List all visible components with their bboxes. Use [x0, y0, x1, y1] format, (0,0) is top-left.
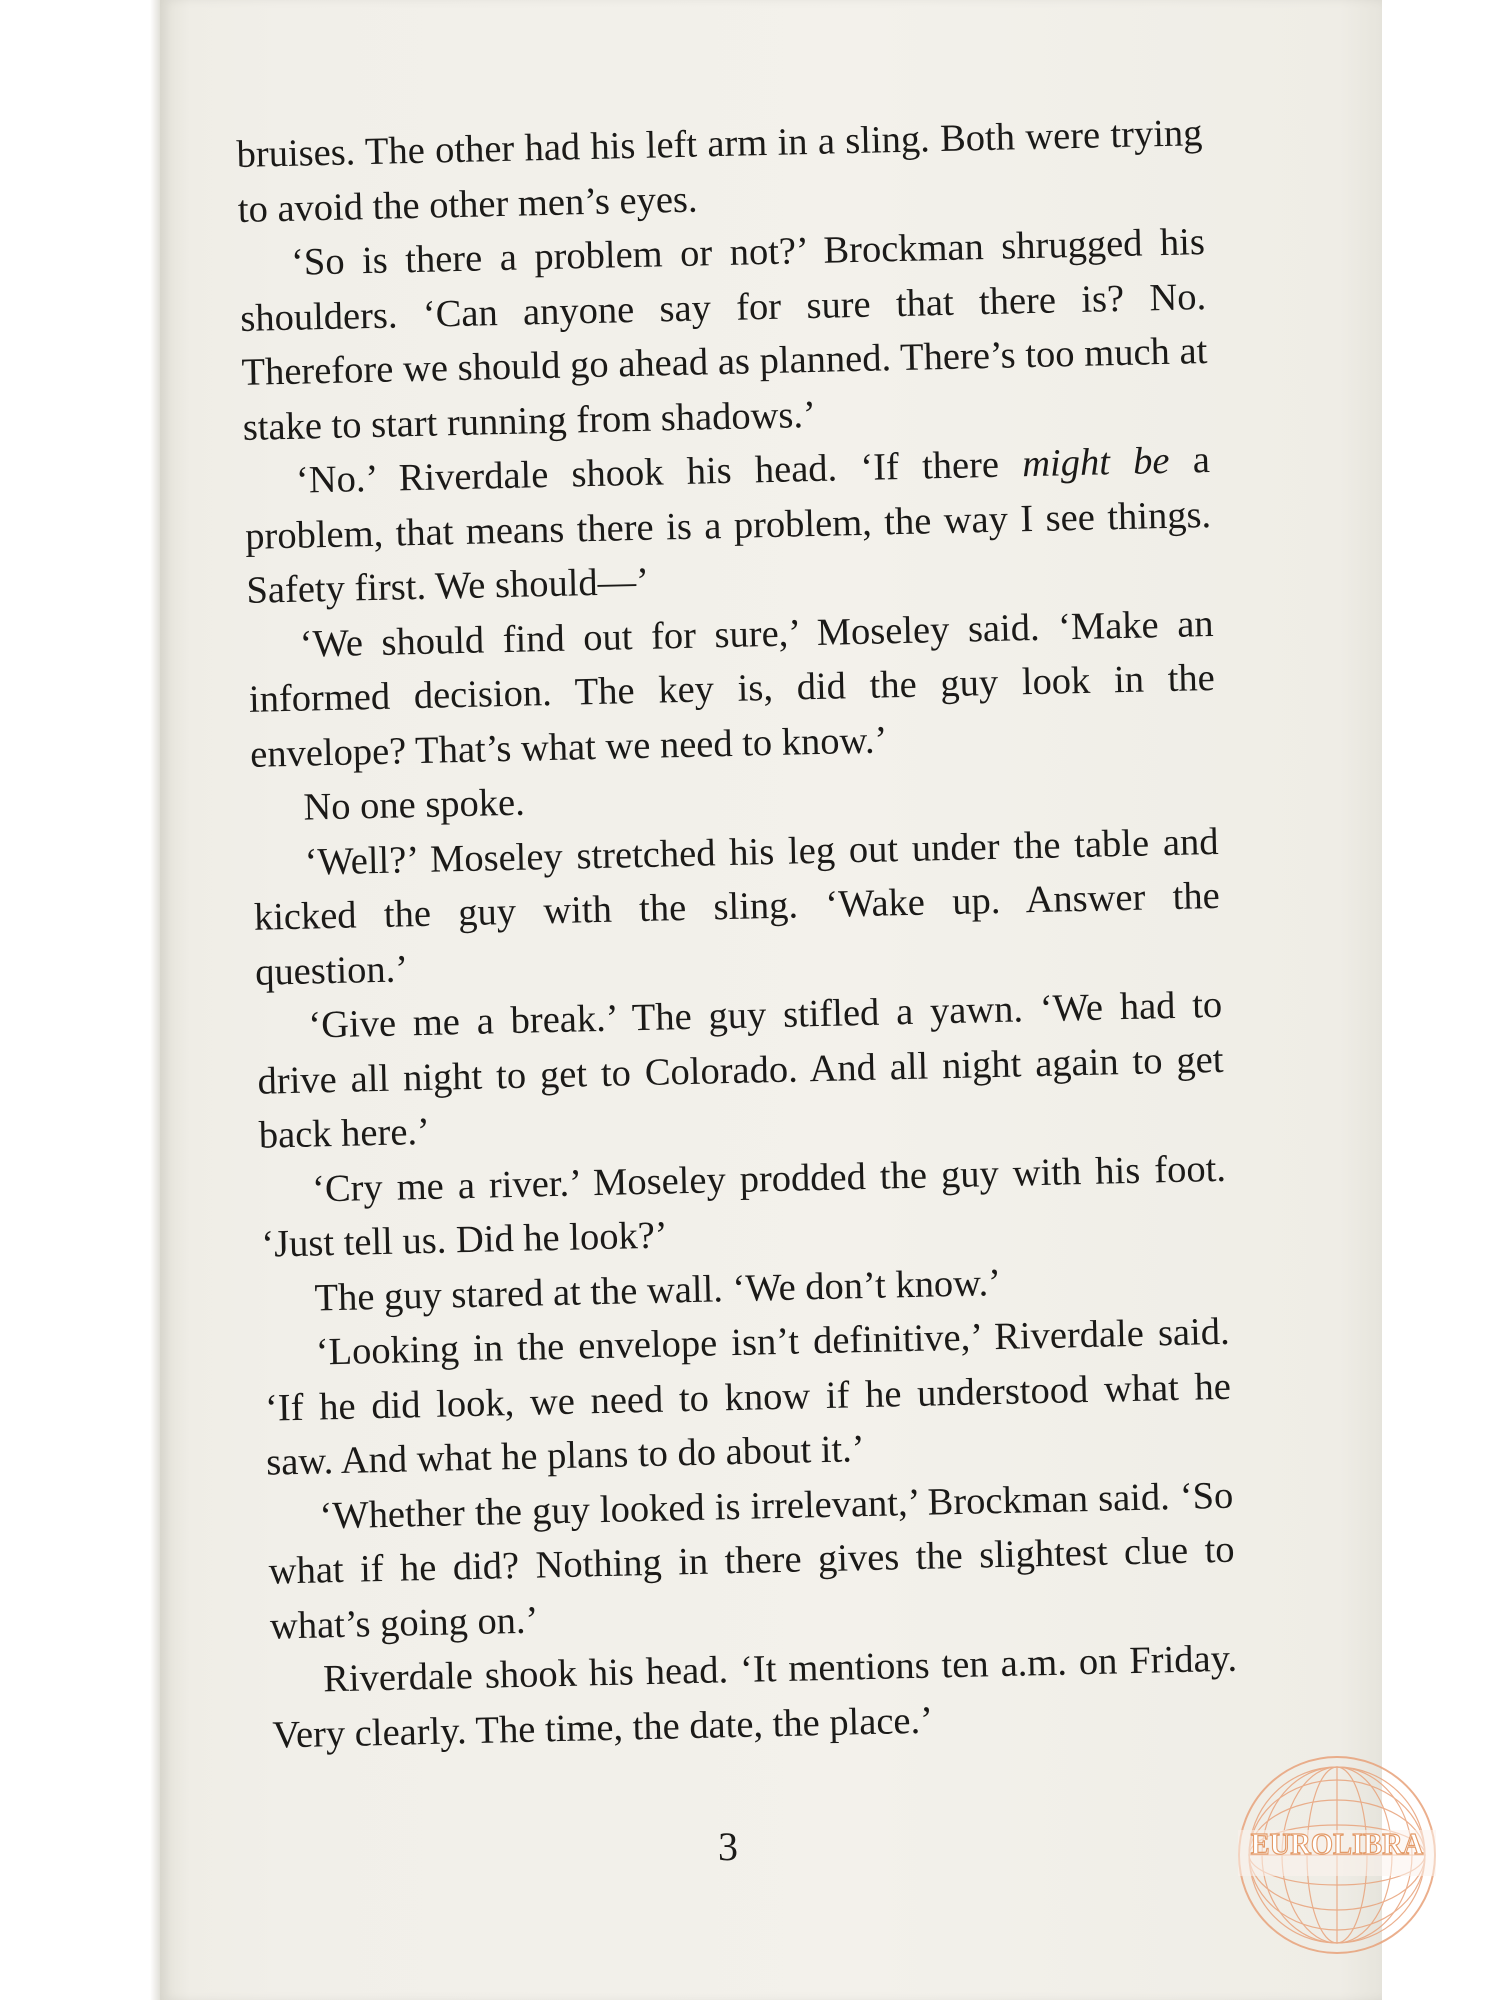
paragraph: ‘Well?’ Moseley stretched his leg out under the table and kicked the guy with the sling. ‘Wake up. Answer the question.’	[253, 820, 1221, 994]
paragraph: ‘No.’ Riverdale shook his head. ‘If there might be a problem, that means there is a problem, the way I see things. Safety first. We should—’	[244, 438, 1212, 612]
watermark-logo	[1232, 1750, 1442, 1960]
paragraph: ‘Give me a break.’ The guy stifled a yawn. ‘We had to drive all night to get to Colorado. And all night again to get back here.’	[257, 983, 1224, 1157]
paragraph: No one spoke.	[302, 781, 526, 829]
body-text	[236, 106, 1239, 1762]
paragraph: bruises. The other had his left arm in a sling. Both were trying to avoid the other men’s eyes.	[236, 112, 1203, 231]
watermark-text: EUROLIBRA	[1250, 1826, 1424, 1861]
page-number: 3	[718, 1824, 738, 1869]
paragraph: Riverdale shook his head. ‘It mentions ten a.m. on Friday. Very clearly. The time, the date, the place.’	[271, 1637, 1238, 1757]
paragraph: ‘So is there a problem or not?’ Brockman shrugged his shoulders. ‘Can anyone say for sure that there is? No. Therefore we should go ahead as planned. There’s too much at stake to start running from shadows.’	[239, 221, 1208, 449]
paragraph: The guy stared at the wall. ‘We don’t know.’	[314, 1261, 1002, 1320]
paragraph: ‘We should find out for sure,’ Moseley said. ‘Make an informed decision. The key is, did the guy look in the envelope? That’s what we need to know.’	[248, 602, 1216, 776]
paragraph: ‘Cry me a river.’ Moseley prodded the guy with his foot. ‘Just tell us. Did he look?’	[260, 1147, 1227, 1266]
paragraph: ‘Looking in the envelope isn’t definitive,’ Riverdale said. ‘If he did look, we need to know if he understood what he saw. And what he plans to do about it.’	[264, 1310, 1232, 1484]
paragraph: ‘Whether the guy looked is irrelevant,’ Brockman said. ‘So what if he did? Nothing in there gives the slightest clue to what’s going on.’	[268, 1474, 1235, 1648]
